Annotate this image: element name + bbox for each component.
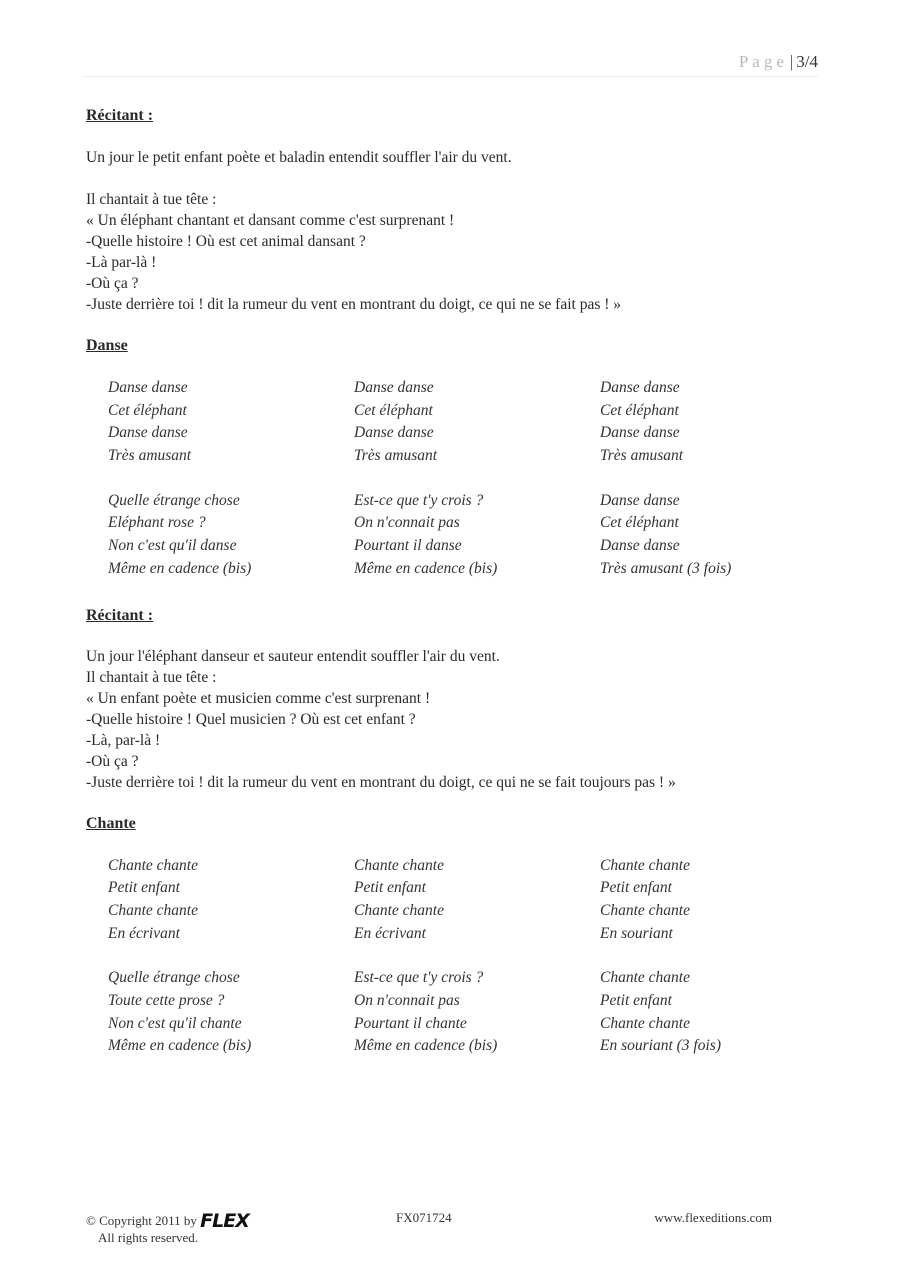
verse-line: Même en cadence (bis) bbox=[108, 559, 252, 577]
document-body bbox=[86, 105, 816, 1058]
verse-column bbox=[354, 855, 600, 946]
section-heading: Danse bbox=[86, 337, 128, 354]
verse-line: Même en cadence (bis) bbox=[354, 559, 498, 577]
text-line: Il chantait à tue tête : bbox=[86, 668, 217, 686]
verse-column bbox=[600, 490, 800, 581]
verse-line: Chante chante bbox=[600, 969, 690, 987]
verse-column bbox=[600, 377, 800, 468]
verse-line: Chante chante bbox=[600, 1014, 690, 1032]
verse-line: Petit enfant bbox=[600, 879, 672, 897]
verse-line: Petit enfant bbox=[600, 991, 672, 1009]
verse-line: Chante chante bbox=[354, 901, 444, 919]
text-line: Un jour l'éléphant danseur et sauteur entendit souffler l'air du vent. bbox=[86, 647, 500, 665]
verse-column bbox=[354, 490, 600, 581]
text-line: -Juste derrière toi ! dit la rumeur du vent en montrant du doigt, ce qui ne se fait toujours pas ! » bbox=[86, 773, 676, 791]
text-line: -Quelle histoire ! Où est cet animal dansant ? bbox=[86, 233, 366, 250]
verse-line: Non c'est qu'il chante bbox=[108, 1014, 242, 1032]
verse-line: Cet éléphant bbox=[108, 401, 187, 419]
verse-line: Eléphant rose ? bbox=[108, 514, 206, 532]
text-line: -Où ça ? bbox=[86, 752, 139, 770]
verse-line: Non c'est qu'il danse bbox=[108, 537, 237, 555]
verse-line: Très amusant bbox=[354, 447, 438, 465]
page-header bbox=[82, 52, 818, 77]
verse-line: Danse danse bbox=[108, 424, 188, 442]
dialogue bbox=[86, 189, 816, 315]
rights-text: All rights reserved. bbox=[98, 1230, 199, 1245]
verse-stanza bbox=[108, 377, 816, 468]
text-line: « Un enfant poète et musicien comme c'est surprenant ! bbox=[86, 689, 431, 707]
verse-column bbox=[354, 377, 600, 468]
verse-line: Très amusant bbox=[600, 447, 684, 465]
verse-line: Petit enfant bbox=[108, 879, 180, 897]
verse-line: Même en cadence (bis) bbox=[354, 1037, 498, 1055]
verse-line: Danse danse bbox=[108, 379, 188, 396]
verse-column bbox=[600, 855, 800, 946]
text-line: -Où ça ? bbox=[86, 275, 139, 292]
verse-stanza bbox=[108, 855, 816, 946]
verse-line: En écrivant bbox=[108, 924, 180, 942]
paragraph bbox=[86, 147, 816, 168]
page-label: Page bbox=[738, 52, 788, 71]
verse-line: Est-ce que t'y crois ? bbox=[354, 491, 484, 509]
verse-column bbox=[108, 377, 354, 468]
verse-column bbox=[108, 490, 354, 581]
section-danse bbox=[86, 335, 816, 581]
section-heading: Récitant : bbox=[86, 107, 154, 124]
verse-line: Est-ce que t'y crois ? bbox=[354, 969, 484, 987]
section-chante bbox=[86, 813, 816, 1059]
section-heading: Chante bbox=[86, 814, 136, 832]
verse-line: Pourtant il danse bbox=[354, 537, 462, 555]
verse-line: Danse danse bbox=[600, 537, 680, 555]
verse-line: En écrivant bbox=[354, 924, 426, 942]
verse-column bbox=[108, 855, 354, 946]
website-url: www.flexeditions.com bbox=[654, 1210, 772, 1225]
verse-line: Chante chante bbox=[108, 901, 198, 919]
verse-line: Très amusant bbox=[108, 447, 192, 465]
verse-line: Très amusant (3 fois) bbox=[600, 559, 732, 577]
section-recitant-2 bbox=[86, 605, 816, 793]
verse-line: En souriant (3 fois) bbox=[600, 1037, 721, 1055]
verse-line: Chante chante bbox=[600, 856, 690, 874]
verse-line: On n'connait pas bbox=[354, 991, 460, 1009]
verse-column bbox=[600, 967, 800, 1058]
verse-stanza bbox=[108, 967, 816, 1058]
page-number: 3/4 bbox=[796, 52, 818, 71]
page-separator: | bbox=[789, 52, 794, 71]
dialogue bbox=[86, 646, 816, 793]
verse-line: On n'connait pas bbox=[354, 514, 460, 532]
verse-line: Quelle étrange chose bbox=[108, 491, 240, 509]
verse-line: Chante chante bbox=[354, 856, 444, 874]
verse-line: Danse danse bbox=[354, 424, 434, 442]
section-heading: Récitant : bbox=[86, 606, 154, 624]
verse-line: Danse danse bbox=[600, 491, 680, 509]
verse-line: Quelle étrange chose bbox=[108, 969, 240, 987]
copyright bbox=[86, 1210, 249, 1232]
verse-line: Même en cadence (bis) bbox=[108, 1037, 252, 1055]
verse-line: Danse danse bbox=[600, 379, 680, 396]
text-line: -Quelle histoire ! Quel musicien ? Où est cet enfant ? bbox=[86, 710, 416, 728]
verse-line: Chante chante bbox=[600, 901, 690, 919]
verse-line: Cet éléphant bbox=[354, 401, 433, 419]
verse-stanza bbox=[108, 490, 816, 581]
section-recitant-1 bbox=[86, 105, 816, 315]
catalog-code: FX071724 bbox=[396, 1210, 452, 1225]
verse-line: Pourtant il chante bbox=[354, 1014, 467, 1032]
verse-column bbox=[354, 967, 600, 1058]
text-line: -Là, par-là ! bbox=[86, 731, 161, 749]
verse-line: Chante chante bbox=[108, 856, 198, 874]
text-line: -Juste derrière toi ! dit la rumeur du vent en montrant du doigt, ce qui ne se fait pas ! » bbox=[86, 296, 622, 313]
verse-line: Toute cette prose ? bbox=[108, 991, 225, 1009]
verse-line: Danse danse bbox=[600, 424, 680, 442]
copyright-text: © Copyright 2011 by bbox=[86, 1213, 197, 1228]
text-line: -Là par-là ! bbox=[86, 254, 157, 271]
verse-line: Petit enfant bbox=[354, 879, 426, 897]
flex-logo: FLEX bbox=[200, 1210, 249, 1232]
page-footer bbox=[86, 1210, 776, 1250]
text-line: « Un éléphant chantant et dansant comme c'est surprenant ! bbox=[86, 212, 455, 229]
verse-line: Cet éléphant bbox=[600, 401, 679, 419]
verse-column bbox=[108, 967, 354, 1058]
verse-line: Danse danse bbox=[354, 379, 434, 396]
text-line: Il chantait à tue tête : bbox=[86, 191, 217, 208]
verse-line: Cet éléphant bbox=[600, 514, 679, 532]
verse-line: En souriant bbox=[600, 924, 673, 942]
text-line: Un jour le petit enfant poète et baladin entendit souffler l'air du vent. bbox=[86, 149, 512, 166]
